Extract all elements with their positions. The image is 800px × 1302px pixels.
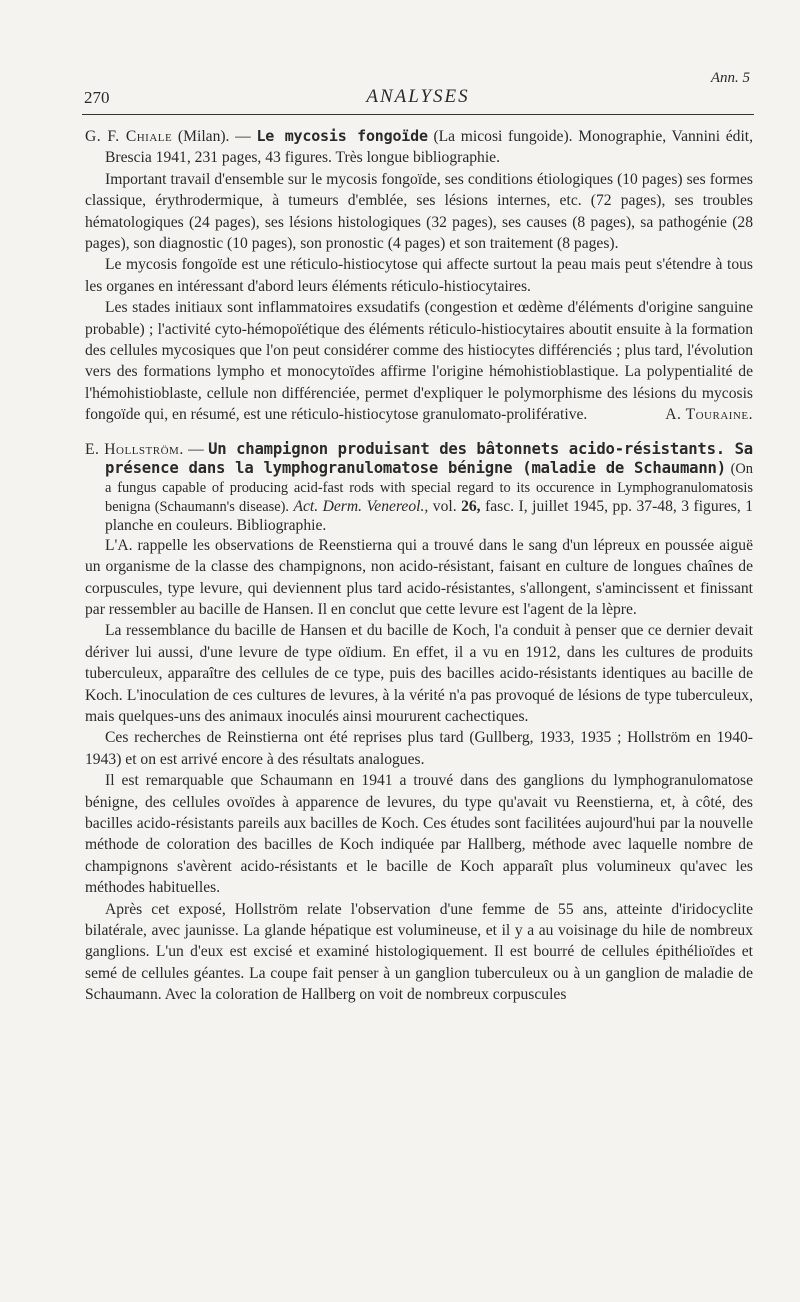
entry1-dash: — bbox=[235, 128, 251, 145]
page-number: 270 bbox=[84, 88, 110, 107]
section-title: ANALYSES bbox=[366, 86, 470, 107]
entry2-citation: fasc. I, juillet 1945, pp. 37-48, 3 figures, 1 planche en couleurs. Bibliographie. bbox=[105, 497, 753, 534]
entry1-paragraph-3-text: Les stades initiaux sont inflammatoires exsudatifs (congestion et œdème d'éléments d'origine sanguine probable) ; l'activité cyto-hémopoïétique des éléments réticulo-histiocytaires aboutit ensuite à la formation des cellules mycosiques que l'on peut considérer comme des histiocytes différenciés ; plus tard, l'évolution vers des formations lympho et monocytoïdes affirme l'origine hémohistioblastique. La polypentialité de l'hémohistioblaste, cellule non différenciée, permet d'expliquer le polymorphisme des lésions du mycosis fongoïde qui, en résumé, est une réticulo-histiocytose granulomato-proliférative. bbox=[85, 299, 753, 424]
entry1-signature: A. Touraine. bbox=[665, 406, 753, 424]
entry2-heading bbox=[85, 440, 753, 535]
entry1-paragraph-1: Important travail d'ensemble sur le mycosis fongoïde, ses conditions étiologiques (10 pages) ses formes classique, érythrodermique, à tumeurs d'emblée, ses lésions internes, etc. (72 pages), ses troubles hématologiques (24 pages), ses lésions histologiques (32 pages), ses causes (8 pages), sa pathogénie (28 pages), son diagnostic (10 pages), son pronostic (4 pages) et son traitement (8 pages). bbox=[85, 170, 753, 253]
entry2-vol-prefix: vol. bbox=[432, 497, 457, 515]
entry2-paragraph-1: L'A. rappelle les observations de Reenstierna qui a trouvé dans le sang d'un lépreux en poussée aiguë un organisme de la classe des champignons, non acido-résistant, faisant en culture de longues chaînes de corpuscules, type levure, qui deviennent plus tard acido-résistantes, s'allongent, s'amincissent et finissant par ressembler au bacille de Hansen. Il en conclut que cette levure est l'agent de la lèpre. bbox=[85, 536, 753, 618]
entry1-title: Le mycosis fongoïde bbox=[256, 127, 428, 145]
entry2-dash: — bbox=[188, 440, 204, 458]
entry2 bbox=[85, 440, 753, 1006]
body-text bbox=[85, 126, 753, 1006]
entry2-volume: 26, bbox=[461, 497, 481, 515]
entry1-paragraph-3 bbox=[85, 297, 753, 425]
entry1-paragraph-2: Le mycosis fongoïde est une réticulo-histiocytose qui affecte surtout la peau mais peut s'étendre à tous les organes en intéressant d'abord leurs éléments réticulo-histiocytaires. bbox=[85, 256, 753, 295]
entry2-original-title: (On a fungus capable of producing acid-fast rods with special regard to its occurence in Lymphogranulomatosis benigna (Schaumann's disease). bbox=[105, 460, 753, 515]
entry1-author-place: (Milan). bbox=[177, 128, 230, 145]
entry2-title: Un champignon produisant des bâtonnets acido-résistants. Sa présence dans la lymphogranulomatose bénigne (maladie de Schaumann) bbox=[105, 439, 753, 477]
entry2-paragraph-5: Après cet exposé, Hollström relate l'observation d'une femme de 55 ans, atteinte d'iridocyclite bilatérale, avec jaunisse. La glande hépatique est volumineuse, et il y a au voisinage du hile de nombreux ganglions. L'un d'eux est excisé et examiné histologiquement. Il est bourré de cellules épithélioïdes et semé de cellules géantes. La coupe fait penser à un ganglion tuberculeux ou à un ganglion de maladie de Schaumann. Avec la coloration de Hallberg on voit de nombreux corpuscules bbox=[85, 900, 753, 1004]
entry2-paragraph-4: Il est remarquable que Schaumann en 1941 a trouvé dans des ganglions du lymphogranulomatose bénigne, des cellules ovoïdes à apparence de levures, du type qu'avait vu Reenstierna, et, à côté, des bacilles acido-résistants pareils aux bacilles de Koch. Ces études sont facilitées aujourd'hui par la nouvelle méthode de coloration des bacilles de Koch indiquée par Hallberg, méthode avec laquelle nombre de champignons s'avèrent acido-résistants et le bacille de Koch apparaît plus volumineux qu'avec les méthodes habituelles. bbox=[85, 772, 753, 897]
entry1-citation: (La micosi fungoide). Monographie, Vannini édit, Brescia 1941, 231 pages, 43 figures. Très longue bibliographie. bbox=[105, 128, 754, 167]
entry2-journal: Act. Derm. Venereol., bbox=[293, 497, 429, 515]
entry2-author: E. Hollström. bbox=[85, 440, 184, 458]
entry2-paragraph-2: La ressemblance du bacille de Hansen et du bacille de Koch, l'a conduit à penser que ce dernier devait dériver lui aussi, d'une levure de type oïdium. En effet, il a vu en 1912, dans les cultures de produits tuberculeux, apparaître des cellules de ce type, puis des bacilles acido-résistants identiques au bacille de Koch. L'inoculation de ces cultures de levures, à la vérité n'a pas provoqué de lésions de type tuberculeux, mais quelques-uns des animaux inoculés ainsi moururent cachectiques. bbox=[85, 622, 753, 725]
entry1-heading bbox=[85, 126, 753, 169]
header-rule bbox=[82, 114, 754, 115]
entry1-author: G. F. Chiale bbox=[85, 128, 173, 145]
entry2-paragraph-3: Ces recherches de Reinstierna ont été reprises plus tard (Gullberg, 1933, 1935 ; Hollström en 1940-1943) et on est arrivé encore à des résultats analogues. bbox=[85, 729, 753, 768]
running-head bbox=[82, 70, 754, 118]
handwritten-annotation: Ann. 5 bbox=[710, 70, 750, 86]
